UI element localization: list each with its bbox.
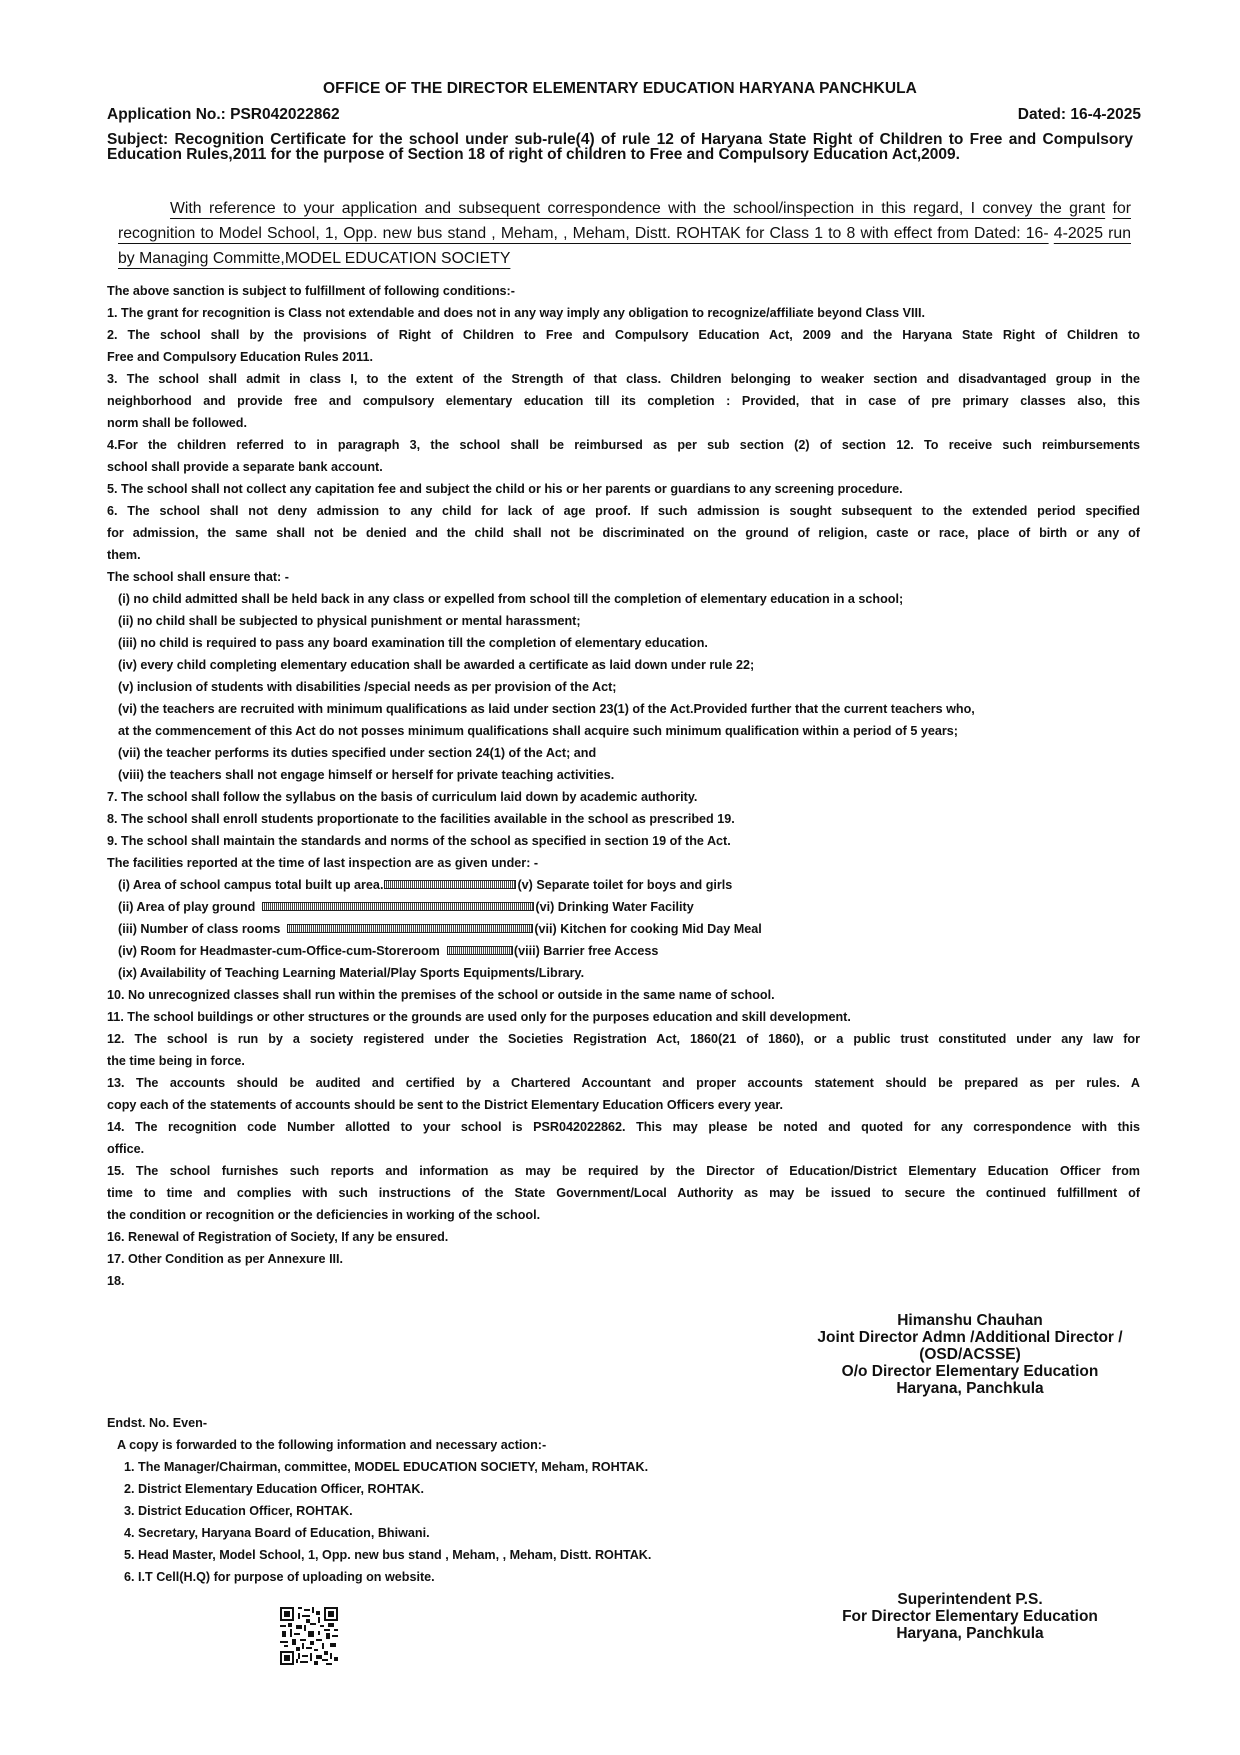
condition-12-line-1: 12. The school is run by a society registered under the Societies Registration Act, 1860(21 of 1860), or a public trust constituted under any law for <box>107 1032 1140 1046</box>
condition-9: 9. The school shall maintain the standards and norms of the school as specified in section 19 of the Act. <box>107 834 731 848</box>
endorsement-number: Endst. No. Even- <box>107 1416 208 1430</box>
condition-18: 18. <box>107 1274 125 1288</box>
condition-2-line-2: Free and Compulsory Education Rules 2011. <box>107 350 373 364</box>
facility-row-1 <box>107 874 1140 896</box>
condition-16: 16. Renewal of Registration of Society, If any be ensured. <box>107 1230 449 1244</box>
recipient-5: 5. Head Master, Model School, 1, Opp. new bus stand , Meham, , Meham, Distt. ROHTAK. <box>124 1548 652 1562</box>
ensure-item-6-line-1: (vi) the teachers are recruited with minimum qualifications as laid under section 23(1) of the Act.Provided further that the current teachers who, <box>118 702 975 716</box>
recipient-3: 3. District Education Officer, ROHTAK. <box>124 1504 353 1518</box>
ensure-intro: The school shall ensure that: - <box>107 570 289 584</box>
reference-line-2: for recognition to Model School, 1, Opp. new bus stand , Meham, , Meham, Distt. ROHTAK for Class 1 to 8 with effect from Dated: 16- <box>118 200 1131 242</box>
recipient-6: 6. I.T Cell(H.Q) for purpose of uploading on website. <box>124 1570 435 1584</box>
ensure-item-3: (iii) no child is required to pass any board examination till the completion of elementary education. <box>118 636 708 650</box>
condition-15-line-3: the condition or recognition or the deficiencies in working of the school. <box>107 1208 541 1222</box>
dated: Dated: 16-4-2025 <box>1017 106 1141 123</box>
facility-value-box <box>384 880 516 889</box>
signatory-office: O/o Director Elementary Education <box>841 1363 1099 1380</box>
reference-line-1: With reference to your application and subsequent correspondence with the school/inspection in this regard, I convey the grant <box>170 200 1106 217</box>
facility-row-5: (ix) Availability of Teaching Learning Material/Play Sports Equipments/Library. <box>118 966 585 980</box>
condition-15-line-1: 15. The school furnishes such reports and information as may be required by the Director of Education/District Elementary Education Officer from <box>107 1164 1140 1178</box>
endorsement-block <box>107 1412 1007 1588</box>
condition-6-line-2: for admission, the same shall not be denied and the child shall not be discriminated on the ground of religion, caste or race, place of birth or any of <box>107 526 1140 540</box>
condition-1: 1. The grant for recognition is Class not extendable and does not in any way imply any obligation to recognize/affiliate beyond Class VIII. <box>107 306 926 320</box>
condition-2-line-1: 2. The school shall by the provisions of Right of Children to Free and Compulsory Education Act, 2009 and the Haryana State Right of Children to <box>107 328 1140 342</box>
condition-12-line-2: the time being in force. <box>107 1054 245 1068</box>
facility-row-2 <box>107 896 1140 918</box>
condition-4-line-1: 4.For the children referred to in paragraph 3, the school shall be reimbursed as per sub section (2) of section 12. To receive such reimbursements <box>107 438 1140 452</box>
ensure-item-5: (v) inclusion of students with disabilities /special needs as per provision of the Act; <box>118 680 617 694</box>
superintendent-block <box>770 1591 1170 1642</box>
condition-14-line-1: 14. The recognition code Number allotted to your school is PSR042022862. This may please be noted and quoted for any correspondence with this <box>107 1120 1140 1134</box>
superintendent-for: For Director Elementary Education <box>842 1608 1098 1625</box>
facility-campus-area: (i) Area of school campus total built up area. <box>118 878 384 892</box>
condition-8: 8. The school shall enroll students proportionate to the facilities available in the school as prescribed 19. <box>107 812 735 826</box>
copy-intro: A copy is forwarded to the following information and necessary action:- <box>117 1438 547 1452</box>
subject: Subject: Recognition Certificate for the school under sub-rule(4) of rule 12 of Haryana State Right of Children to Free and Compulsory Education Rules,2011 for the purpose of Section 18 of right of children to Free and Compulsory Education Act,2009. <box>107 131 1133 163</box>
ensure-item-2: (ii) no child shall be subjected to physical punishment or mental harassment; <box>118 614 581 628</box>
condition-10: 10. No unrecognized classes shall run within the premises of the school or outside in the same name of school. <box>107 988 775 1002</box>
ensure-item-1: (i) no child admitted shall be held back in any class or expelled from school till the completion of elementary education in a school; <box>118 592 904 606</box>
ensure-item-7: (vii) the teacher performs its duties specified under section 24(1) of the Act; and <box>118 746 597 760</box>
condition-17: 17. Other Condition as per Annexure III. <box>107 1252 344 1266</box>
condition-3-line-2: neighborhood and provide free and compulsory elementary education till its completion : Provided, that in case of pre primary classes also, this <box>107 394 1140 408</box>
facility-value-box <box>287 924 533 933</box>
facility-headmaster-room: (iv) Room for Headmaster-cum-Office-cum-Storeroom <box>118 944 440 958</box>
signature-block <box>760 1312 1180 1397</box>
condition-6-line-3: them. <box>107 548 141 562</box>
condition-11: 11. The school buildings or other structures or the grounds are used only for the purposes education and skill development. <box>107 1010 851 1024</box>
facility-value-box <box>447 946 513 955</box>
ensure-item-6-line-2: at the commencement of this Act do not posses minimum qualifications shall acquire such minimum qualification within a period of 5 years; <box>118 724 958 738</box>
conditions-intro: The above sanction is subject to fulfillment of following conditions:- <box>107 284 515 298</box>
condition-13-line-1: 13. The accounts should be audited and certified by a Chartered Accountant and proper accounts statement should be prepared as per rules. A <box>107 1076 1140 1090</box>
facilities-intro: The facilities reported at the time of last inspection are as given under: - <box>107 856 539 870</box>
condition-4-line-2: school shall provide a separate bank account. <box>107 460 383 474</box>
qr-code-icon <box>280 1607 338 1665</box>
facility-play-ground: (ii) Area of play ground <box>118 900 256 914</box>
ensure-item-4: (iv) every child completing elementary education shall be awarded a certificate as laid down under rule 22; <box>118 658 755 672</box>
condition-3-line-3: norm shall be followed. <box>107 416 247 430</box>
signatory-title-1: Joint Director Admn /Additional Director / <box>817 1329 1123 1346</box>
signatory-name: Himanshu Chauhan <box>897 1312 1043 1329</box>
facility-row-3 <box>107 918 1140 940</box>
facility-row-4 <box>107 940 1140 962</box>
facility-toilets: (v) Separate toilet for boys and girls <box>517 878 733 892</box>
conditions-list <box>107 280 1140 1292</box>
superintendent-place: Haryana, Panchkula <box>896 1625 1044 1642</box>
office-title: OFFICE OF THE DIRECTOR ELEMENTARY EDUCATION HARYANA PANCHKULA <box>323 80 917 97</box>
signatory-place: Haryana, Panchkula <box>896 1380 1044 1397</box>
reference-line-3: 4-2025 run by Managing Committe,MODEL EDUCATION SOCIETY <box>118 225 1131 267</box>
superintendent-title: Superintendent P.S. <box>897 1591 1043 1608</box>
condition-13-line-2: copy each of the statements of accounts should be sent to the District Elementary Education Officers every year. <box>107 1098 784 1112</box>
reference-paragraph <box>118 196 1131 271</box>
recipient-1: 1. The Manager/Chairman, committee, MODEL EDUCATION SOCIETY, Meham, ROHTAK. <box>124 1460 649 1474</box>
condition-6-line-1: 6. The school shall not deny admission to any child for lack of age proof. If such admission is sought subsequent to the extended period specified <box>107 504 1140 518</box>
facility-drinking-water: (vi) Drinking Water Facility <box>535 900 694 914</box>
facility-class-rooms: (iii) Number of class rooms <box>118 922 281 936</box>
facility-barrier-free: (viii) Barrier free Access <box>513 944 659 958</box>
condition-14-line-2: office. <box>107 1142 145 1156</box>
recipient-4: 4. Secretary, Haryana Board of Education, Bhiwani. <box>124 1526 430 1540</box>
condition-5: 5. The school shall not collect any capitation fee and subject the child or his or her parents or guardians to any screening procedure. <box>107 482 903 496</box>
application-number: Application No.: PSR042022862 <box>107 106 340 123</box>
recipient-2: 2. District Elementary Education Officer, ROHTAK. <box>124 1482 424 1496</box>
condition-7: 7. The school shall follow the syllabus on the basis of curriculum laid down by academic authority. <box>107 790 698 804</box>
facility-value-box <box>262 902 534 911</box>
ensure-item-8: (viii) the teachers shall not engage himself or herself for private teaching activities. <box>118 768 615 782</box>
condition-15-line-2: time to time and complies with such instructions of the State Government/Local Authority as may be issued to secure the continued fulfillment of <box>107 1186 1140 1200</box>
signatory-title-2: (OSD/ACSSE) <box>919 1346 1021 1363</box>
facility-kitchen: (vii) Kitchen for cooking Mid Day Meal <box>534 922 762 936</box>
condition-3-line-1: 3. The school shall admit in class I, to the extent of the Strength of that class. Children belonging to weaker section and disadvantaged group in the <box>107 372 1140 386</box>
